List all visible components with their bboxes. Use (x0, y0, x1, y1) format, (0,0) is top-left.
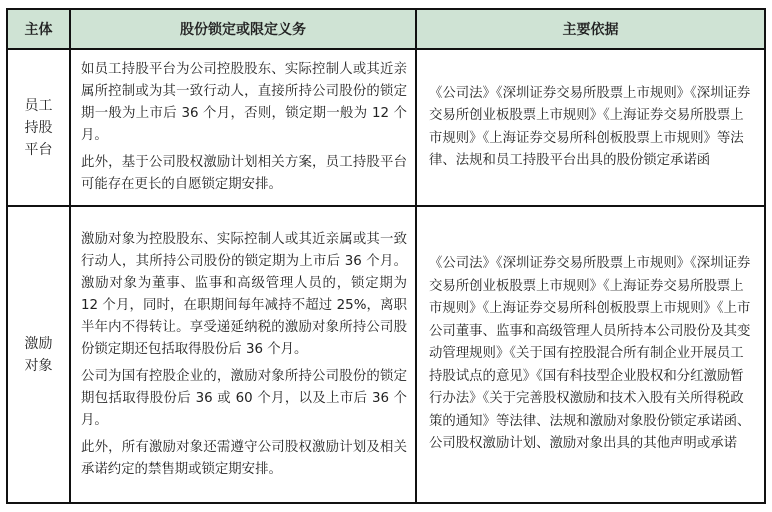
table-row (7, 49, 765, 206)
obligation-paragraph: 公司为国有控股企业的，激励对象所持公司股份的锁定期包括取得股份后 36 或 60 个月，以及上市后 36 个月。 (81, 368, 407, 428)
obligations-cell (70, 49, 416, 206)
header-basis: 主要依据 (416, 9, 765, 49)
basis-cell: 《公司法》《深圳证券交易所股票上市规则》《深圳证券交易所创业板股票上市规则》《上海证券交易所股票上市规则》《上海证券交易所科创板股票上市规则》等法律、法规和员工持股平台出具的股份锁定承诺函 (416, 49, 765, 206)
header-obligations: 股份锁定或限定义务 (70, 9, 416, 49)
subject-line: 平台 (24, 141, 53, 158)
subject-cell (7, 206, 70, 503)
obligation-paragraph: 此外，基于公司股权激励计划相关方案，员工持股平台可能存在更长的自愿锁定期安排。 (81, 155, 407, 192)
subject-line: 对象 (24, 357, 53, 374)
basis-cell: 《公司法》《深圳证券交易所股票上市规则》《深圳证券交易所创业板股票上市规则》《上海证券交易所股票上市规则》《上海证券交易所科创板股票上市规则》《上市公司董事、监事和高级管理人员所持本公司股份及其变动管理规则》《关于国有控股混合所有制企业开展员工持股试点的意见》《国有科技型企业股权和分红激励暂行办法》《关于完善股权激励和技术入股有关所得税政策的通知》等法律、法规和激励对象股份锁定承诺函、公司股权激励计划、激励对象出具的其他声明或承诺 (416, 206, 765, 503)
header-subject: 主体 (7, 9, 70, 49)
obligation-paragraph: 如员工持股平台为公司控股股东、实际控制人或其近亲属所控制或为其一致行动人，直接所持公司股份的锁定期一般为上市后 36 个月，否则，锁定期一般为 12 个月。 (81, 62, 407, 143)
subject-line: 持股 (24, 119, 53, 136)
obligation-paragraph: 此外，所有激励对象还需遵守公司股权激励计划及相关承诺约定的禁售期或锁定期安排。 (81, 439, 407, 477)
subject-line: 员工 (24, 97, 53, 114)
obligations-cell (70, 206, 416, 503)
table-row (7, 206, 765, 503)
header-row (7, 9, 765, 49)
subject-line: 激励 (24, 335, 53, 352)
subject-cell (7, 49, 70, 206)
obligation-paragraph: 激励对象为控股股东、实际控制人或其近亲属或其一致行动人，其所持公司股份的锁定期为上市后 36 个月。激励对象为董事、监事和高级管理人员的，锁定期为 12 个月，同时，在职期间每年减持不超过 25%，离职半年内不得转让。享受递延纳税的激励对象所持公司股份锁定期还包括取得股份后 36 个月。 (81, 231, 407, 357)
lockup-obligations-table (6, 8, 766, 504)
